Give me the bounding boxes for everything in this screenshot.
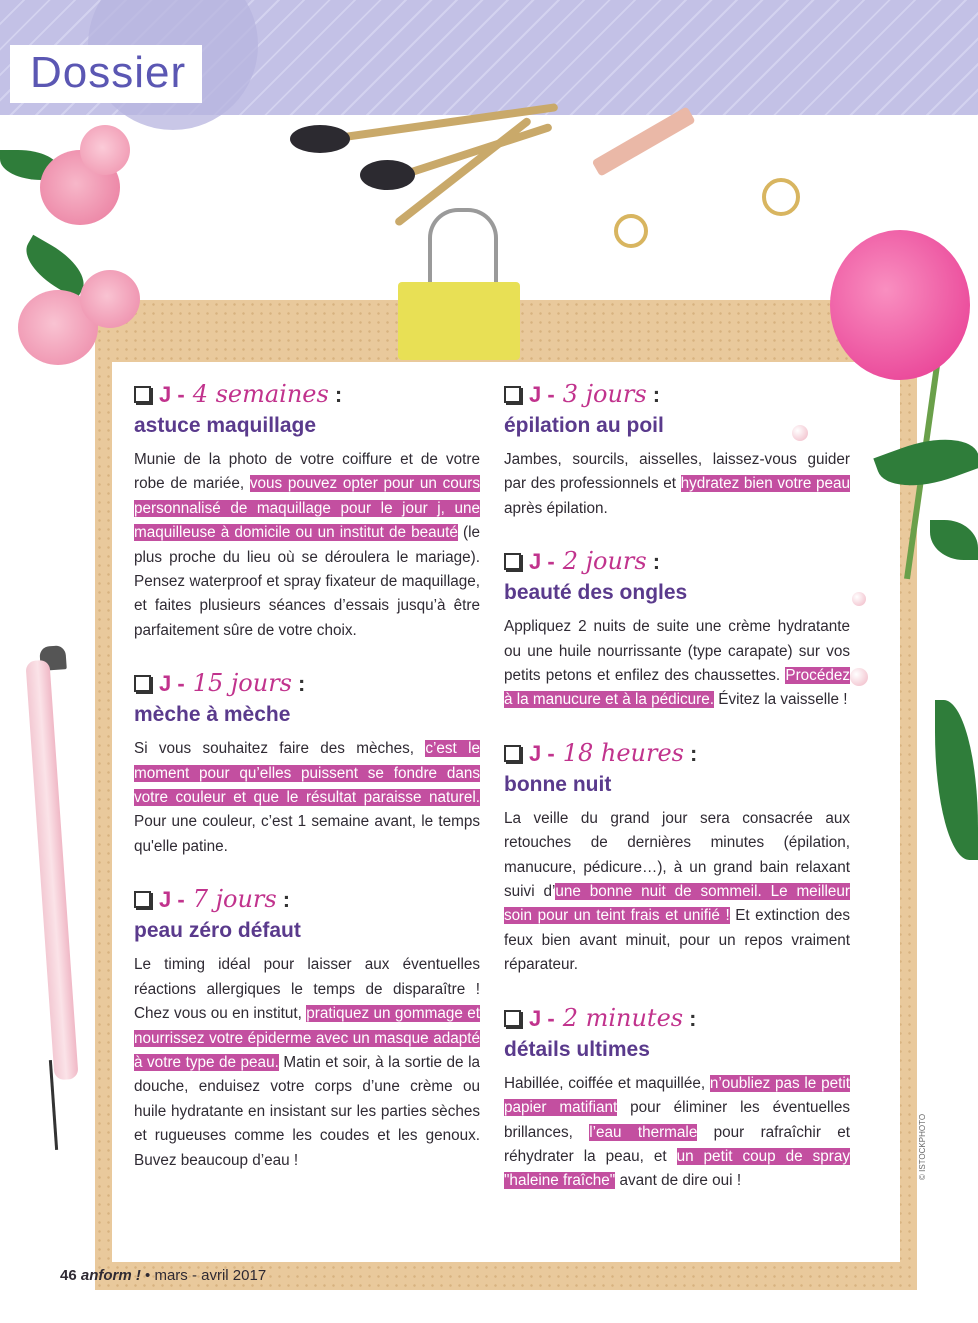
body-text: pour éliminer les éventuelles brillances, [504,1099,850,1141]
section-2-minutes [504,1004,850,1194]
heading-colon: : [689,740,698,766]
pearl-icon [852,592,866,606]
section-heading [134,885,480,915]
section-subtitle: détails ultimes [504,1037,650,1061]
section-body [134,953,480,1173]
checkbox-icon [134,675,151,692]
heading-colon: : [298,671,306,697]
page-footer [60,1267,266,1284]
countdown-prefix: J - [529,1005,555,1031]
section-subtitle: mèche à mèche [134,703,291,727]
leaf-icon [930,520,978,560]
heading-colon: : [652,382,661,407]
body-text: Matin et soir, à la sortie de la douche, enduisez votre corps d’une crème ou huile hydratante en insistant sur les parties sèches et rugueuses comme les coudes et les genoux. Buvez beaucoup d’eau ! [134,1053,480,1169]
section-body [504,807,850,978]
countdown-prefix: J - [529,382,555,407]
section-body [504,1072,850,1194]
section-15-jours [134,669,480,859]
rose-icon [80,270,140,328]
highlight-text: une bonne nuit de sommeil. Le meilleur soin pour un teint frais et unifié ! [504,883,850,925]
checkbox-icon [504,553,521,570]
leaf-icon [935,700,978,860]
binder-clip-icon [398,282,520,360]
section-heading [504,380,850,410]
body-text: Pour une couleur, c’est 1 semaine avant, le temps qu'elle patine. [134,813,480,855]
body-text: Munie de la photo de votre coiffure et de votre robe de mariée, [134,451,480,493]
body-text: avant de dire oui ! [615,1172,742,1190]
page-number: 46 [60,1267,77,1284]
issue-date: mars - avril 2017 [154,1267,267,1284]
pearl-icon [850,668,868,686]
pen-icon [25,660,78,1081]
section-7-jours [134,885,480,1173]
section-subtitle: beauté des ongles [504,581,688,605]
highlight-text: n’oubliez pas le petit papier matifiant [504,1074,850,1117]
highlight-text: Procédez à la manucure et à la pédicure. [504,667,850,709]
body-text: (le plus proche du lieu où se déroulera le mariage). Pensez waterproof et spray fixateur de maquillage, et faites plusieurs séances d’essais jusqu’à être parfaitement sûre de votre choix. [134,524,480,639]
countdown-time: 2 jours [562,547,647,576]
makeup-brush-head-icon [360,160,415,190]
footer-separator: • [145,1267,151,1284]
section-subtitle: peau zéro défaut [134,919,301,943]
rose-icon [80,125,130,175]
body-text: pour rafraîchir et réhydrater la peau, et [504,1123,850,1165]
highlight-text: vous pouvez opter pour un cours personnalisé de maquillage pour le jour j, une maquilleuse à domicile ou un institut de beauté [134,475,481,542]
checkbox-icon [504,745,521,762]
body-text: Et extinction des feux bien avant minuit, pour un repos vraiment réparateur. [504,907,850,974]
checkbox-icon [504,1010,521,1027]
countdown-prefix: J - [529,549,555,575]
body-text: La veille du grand jour sera consacrée aux retouches de dernières minutes (épilation, manucure, pédicure…), à un grand bain relaxant suivi d’ [504,809,850,901]
checkbox-icon [504,386,521,403]
section-4-semaines [134,380,480,643]
section-heading [504,547,850,577]
heading-colon: : [689,1005,697,1031]
countdown-time: 15 jours [192,669,292,698]
countdown-prefix: J - [159,887,185,913]
countdown-prefix: J - [159,671,185,697]
body-text: Jambes, sourcils, aisselles, laissez-vous guider par des professionnels et [504,451,850,493]
section-heading [504,739,850,769]
left-column [134,380,480,1199]
highlight-text: l’eau thermale [589,1123,698,1141]
section-heading [504,1004,850,1034]
highlight-text: un petit coup de spray "haleine fraîche" [504,1147,850,1190]
highlight-text: c’est le moment pour qu’elles puissent se fondre dans votre couleur et que le résultat paraisse naturel. [134,740,480,807]
ring-icon [614,214,648,248]
section-subtitle: bonne nuit [504,772,612,796]
section-subtitle: astuce maquillage [134,414,317,437]
right-column [504,380,850,1220]
magazine-brand: anform ! [80,1267,141,1284]
section-2-jours [504,547,850,713]
section-body [504,615,850,713]
body-text: après épilation. [504,499,608,517]
body-text: Habillée, coiffée et maquillée, [504,1074,710,1092]
makeup-brush-head-icon [290,125,350,153]
countdown-time: 18 heures [562,738,684,767]
countdown-prefix: J - [159,382,185,407]
checkbox-icon [134,891,151,908]
rose-icon [830,230,970,380]
section-18-heures [504,739,850,978]
heading-colon: : [282,887,291,913]
body-text: Évitez la vaisselle ! [714,691,848,709]
section-3-jours [504,380,850,521]
body-text: Si vous souhaitez faire des mèches, [134,740,426,758]
checkbox-icon [134,386,151,403]
heading-colon: : [652,549,661,575]
countdown-time: 4 semaines [192,380,329,408]
countdown-time: 2 minutes [562,1003,684,1032]
section-title: Dossier [30,48,187,97]
section-body [134,448,480,643]
section-body [504,448,850,521]
photo-credit: © ISTOCKPHOTO [918,1113,927,1180]
section-subtitle: épilation au poil [504,414,664,437]
section-heading [134,380,480,410]
countdown-prefix: J - [529,740,555,766]
lipstick-icon [592,106,696,177]
section-body [134,737,480,859]
section-heading [134,669,480,699]
highlight-text: pratiquez un gommage et nourrissez votre épiderme avec un masque adapté à votre type de peau. [134,1005,480,1071]
countdown-time: 3 jours [562,380,647,408]
body-text: Appliquez 2 nuits de suite une crème hydratante ou une huile nourrissante (type carapate) sur vos petits petons et enfilez des chaussettes. [504,618,850,685]
body-text: Le timing idéal pour laisser aux éventuelles réactions allergiques le temps de disparaître ! Chez vous ou en institut, [134,956,480,1023]
heading-colon: : [334,382,343,407]
highlight-text: hydratez bien votre peau [680,475,850,493]
countdown-time: 7 jours [192,885,277,914]
ring-icon [762,178,800,216]
